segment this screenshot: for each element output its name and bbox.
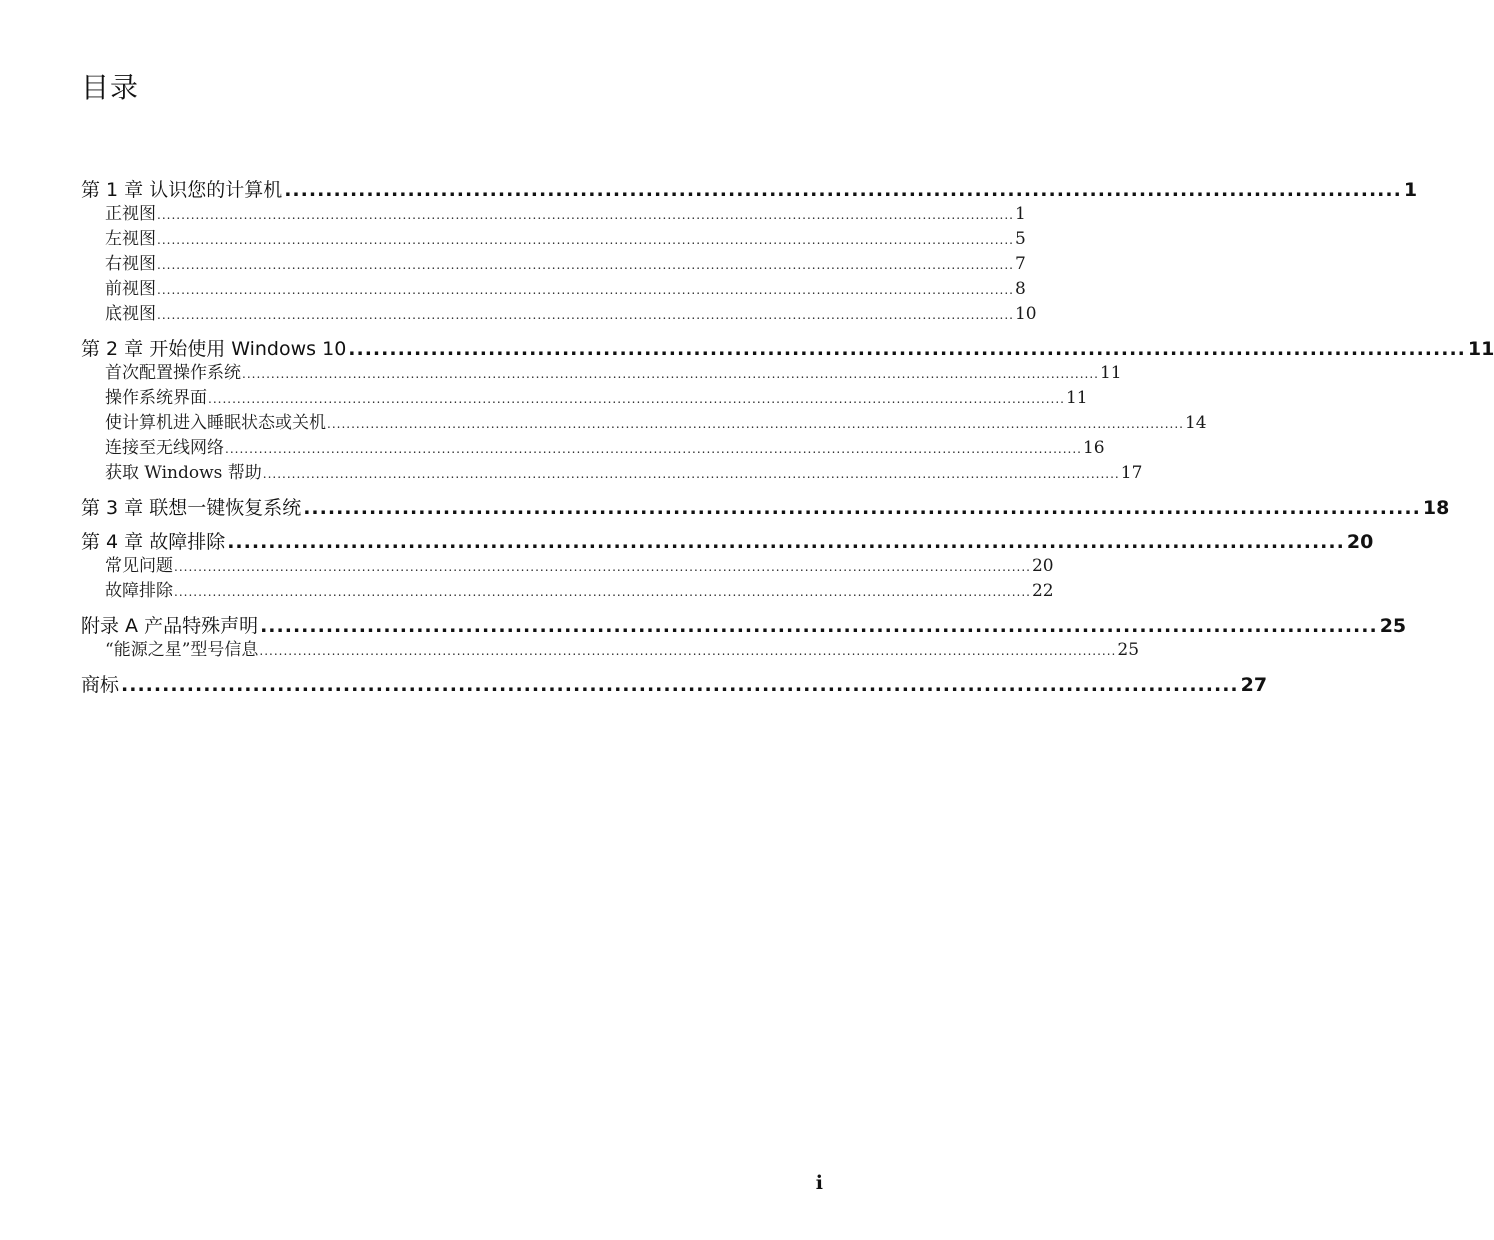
toc-entry-label: 第 1 章 认识您的计算机	[81, 179, 283, 201]
dot-leader: ........................................................................................................................................	[227, 531, 1345, 553]
toc-entry-section[interactable]	[81, 274, 1026, 299]
toc-page-number: 10	[1014, 304, 1037, 324]
toc-page-number: 20	[1031, 556, 1054, 576]
dot-leader: ..................................................................................................................................................................................	[225, 442, 1082, 456]
dot-leader: ........................................................................................................................................	[284, 179, 1402, 201]
toc-entry-section[interactable]	[81, 408, 1207, 433]
toc-page-number: 11	[1099, 363, 1122, 383]
toc-entry-label: 首次配置操作系统	[105, 363, 241, 383]
toc-entry-label: 附录 A 产品特殊声明	[81, 615, 259, 637]
toc-page-number: 25	[1379, 615, 1407, 637]
toc-entry-label: 操作系统界面	[105, 388, 207, 408]
toc-page-number: 14	[1184, 413, 1207, 433]
toc-entry-section[interactable]	[81, 433, 1105, 458]
toc-page-number: 17	[1120, 463, 1143, 483]
dot-leader: ..................................................................................................................................................................................	[157, 208, 1014, 222]
toc-entry-label: 故障排除	[105, 581, 173, 601]
dot-leader: ..................................................................................................................................................................................	[174, 585, 1031, 599]
toc-entry-label: 第 3 章 联想一键恢复系统	[81, 497, 302, 519]
toc-entry-section[interactable]	[81, 383, 1088, 408]
dot-leader: ..................................................................................................................................................................................	[157, 258, 1014, 272]
toc-page-number: 11	[1467, 338, 1494, 360]
toc-page-number: 18	[1422, 497, 1450, 519]
dot-leader: ..................................................................................................................................................................................	[262, 467, 1120, 481]
dot-leader: ........................................................................................................................................	[121, 674, 1239, 696]
toc-entry-label: 底视图	[105, 304, 156, 324]
toc-page-number: 11	[1065, 388, 1088, 408]
toc-entry-label: “能源之星”型号信息	[105, 640, 259, 660]
dot-leader: ..................................................................................................................................................................................	[157, 308, 1014, 322]
toc-page-number: 16	[1082, 438, 1105, 458]
dot-leader: ..................................................................................................................................................................................	[259, 644, 1117, 658]
toc-page-number: 1	[1403, 179, 1418, 201]
dot-leader: ........................................................................................................................................	[303, 497, 1421, 519]
toc-entry-label: 使计算机进入睡眠状态或关机	[105, 413, 326, 433]
dot-leader: ..................................................................................................................................................................................	[157, 233, 1014, 247]
toc-page-number: 7	[1014, 254, 1026, 274]
toc-entry-section[interactable]	[81, 358, 1122, 383]
toc-page-number: 1	[1014, 204, 1026, 224]
toc-entry-label: 常见问题	[105, 556, 173, 576]
dot-leader: ..................................................................................................................................................................................	[157, 283, 1014, 297]
dot-leader: ........................................................................................................................................	[348, 338, 1466, 360]
toc-entry-label: 前视图	[105, 279, 156, 299]
toc-entry-label: 获取 Windows 帮助	[105, 463, 262, 483]
dot-leader: ..................................................................................................................................................................................	[242, 367, 1099, 381]
toc-page-number: 20	[1346, 531, 1374, 553]
table-of-contents	[81, 175, 1494, 696]
toc-entry-section[interactable]	[81, 635, 1140, 660]
toc-entry-label: 右视图	[105, 254, 156, 274]
toc-page-number: 5	[1014, 229, 1026, 249]
toc-entry-label: 第 4 章 故障排除	[81, 531, 226, 553]
toc-entry-section[interactable]	[81, 458, 1143, 483]
toc-entry-label: 左视图	[105, 229, 156, 249]
page-number: i	[815, 1172, 823, 1194]
toc-entry-section[interactable]	[81, 551, 1054, 576]
page-title: 目录	[81, 71, 140, 104]
toc-page-number: 27	[1240, 674, 1268, 696]
toc-entry-section[interactable]	[81, 576, 1054, 601]
toc-entry-chapter-3[interactable]	[81, 493, 1450, 519]
toc-page-number: 8	[1014, 279, 1026, 299]
dot-leader: ..................................................................................................................................................................................	[174, 560, 1031, 574]
toc-entry-label: 第 2 章 开始使用 Windows 10	[81, 338, 347, 360]
toc-entry-section[interactable]	[81, 224, 1026, 249]
toc-entry-section[interactable]	[81, 249, 1026, 274]
toc-entry-chapter-2[interactable]	[81, 334, 1494, 360]
toc-entry-appendix-a[interactable]	[81, 611, 1407, 637]
toc-page-number: 22	[1031, 581, 1054, 601]
toc-page-number: 25	[1117, 640, 1140, 660]
dot-leader: ..................................................................................................................................................................................	[327, 417, 1184, 431]
toc-entry-section[interactable]	[81, 199, 1026, 224]
dot-leader: ..................................................................................................................................................................................	[208, 392, 1065, 406]
toc-entry-label: 商标	[81, 674, 120, 696]
toc-entry-chapter-4[interactable]	[81, 527, 1374, 553]
toc-entry-label: 连接至无线网络	[105, 438, 224, 458]
toc-entry-label: 正视图	[105, 204, 156, 224]
toc-entry-chapter-1[interactable]	[81, 175, 1418, 201]
toc-entry-section[interactable]	[81, 299, 1037, 324]
toc-entry-trademarks[interactable]	[81, 670, 1268, 696]
dot-leader: ........................................................................................................................................	[260, 615, 1378, 637]
